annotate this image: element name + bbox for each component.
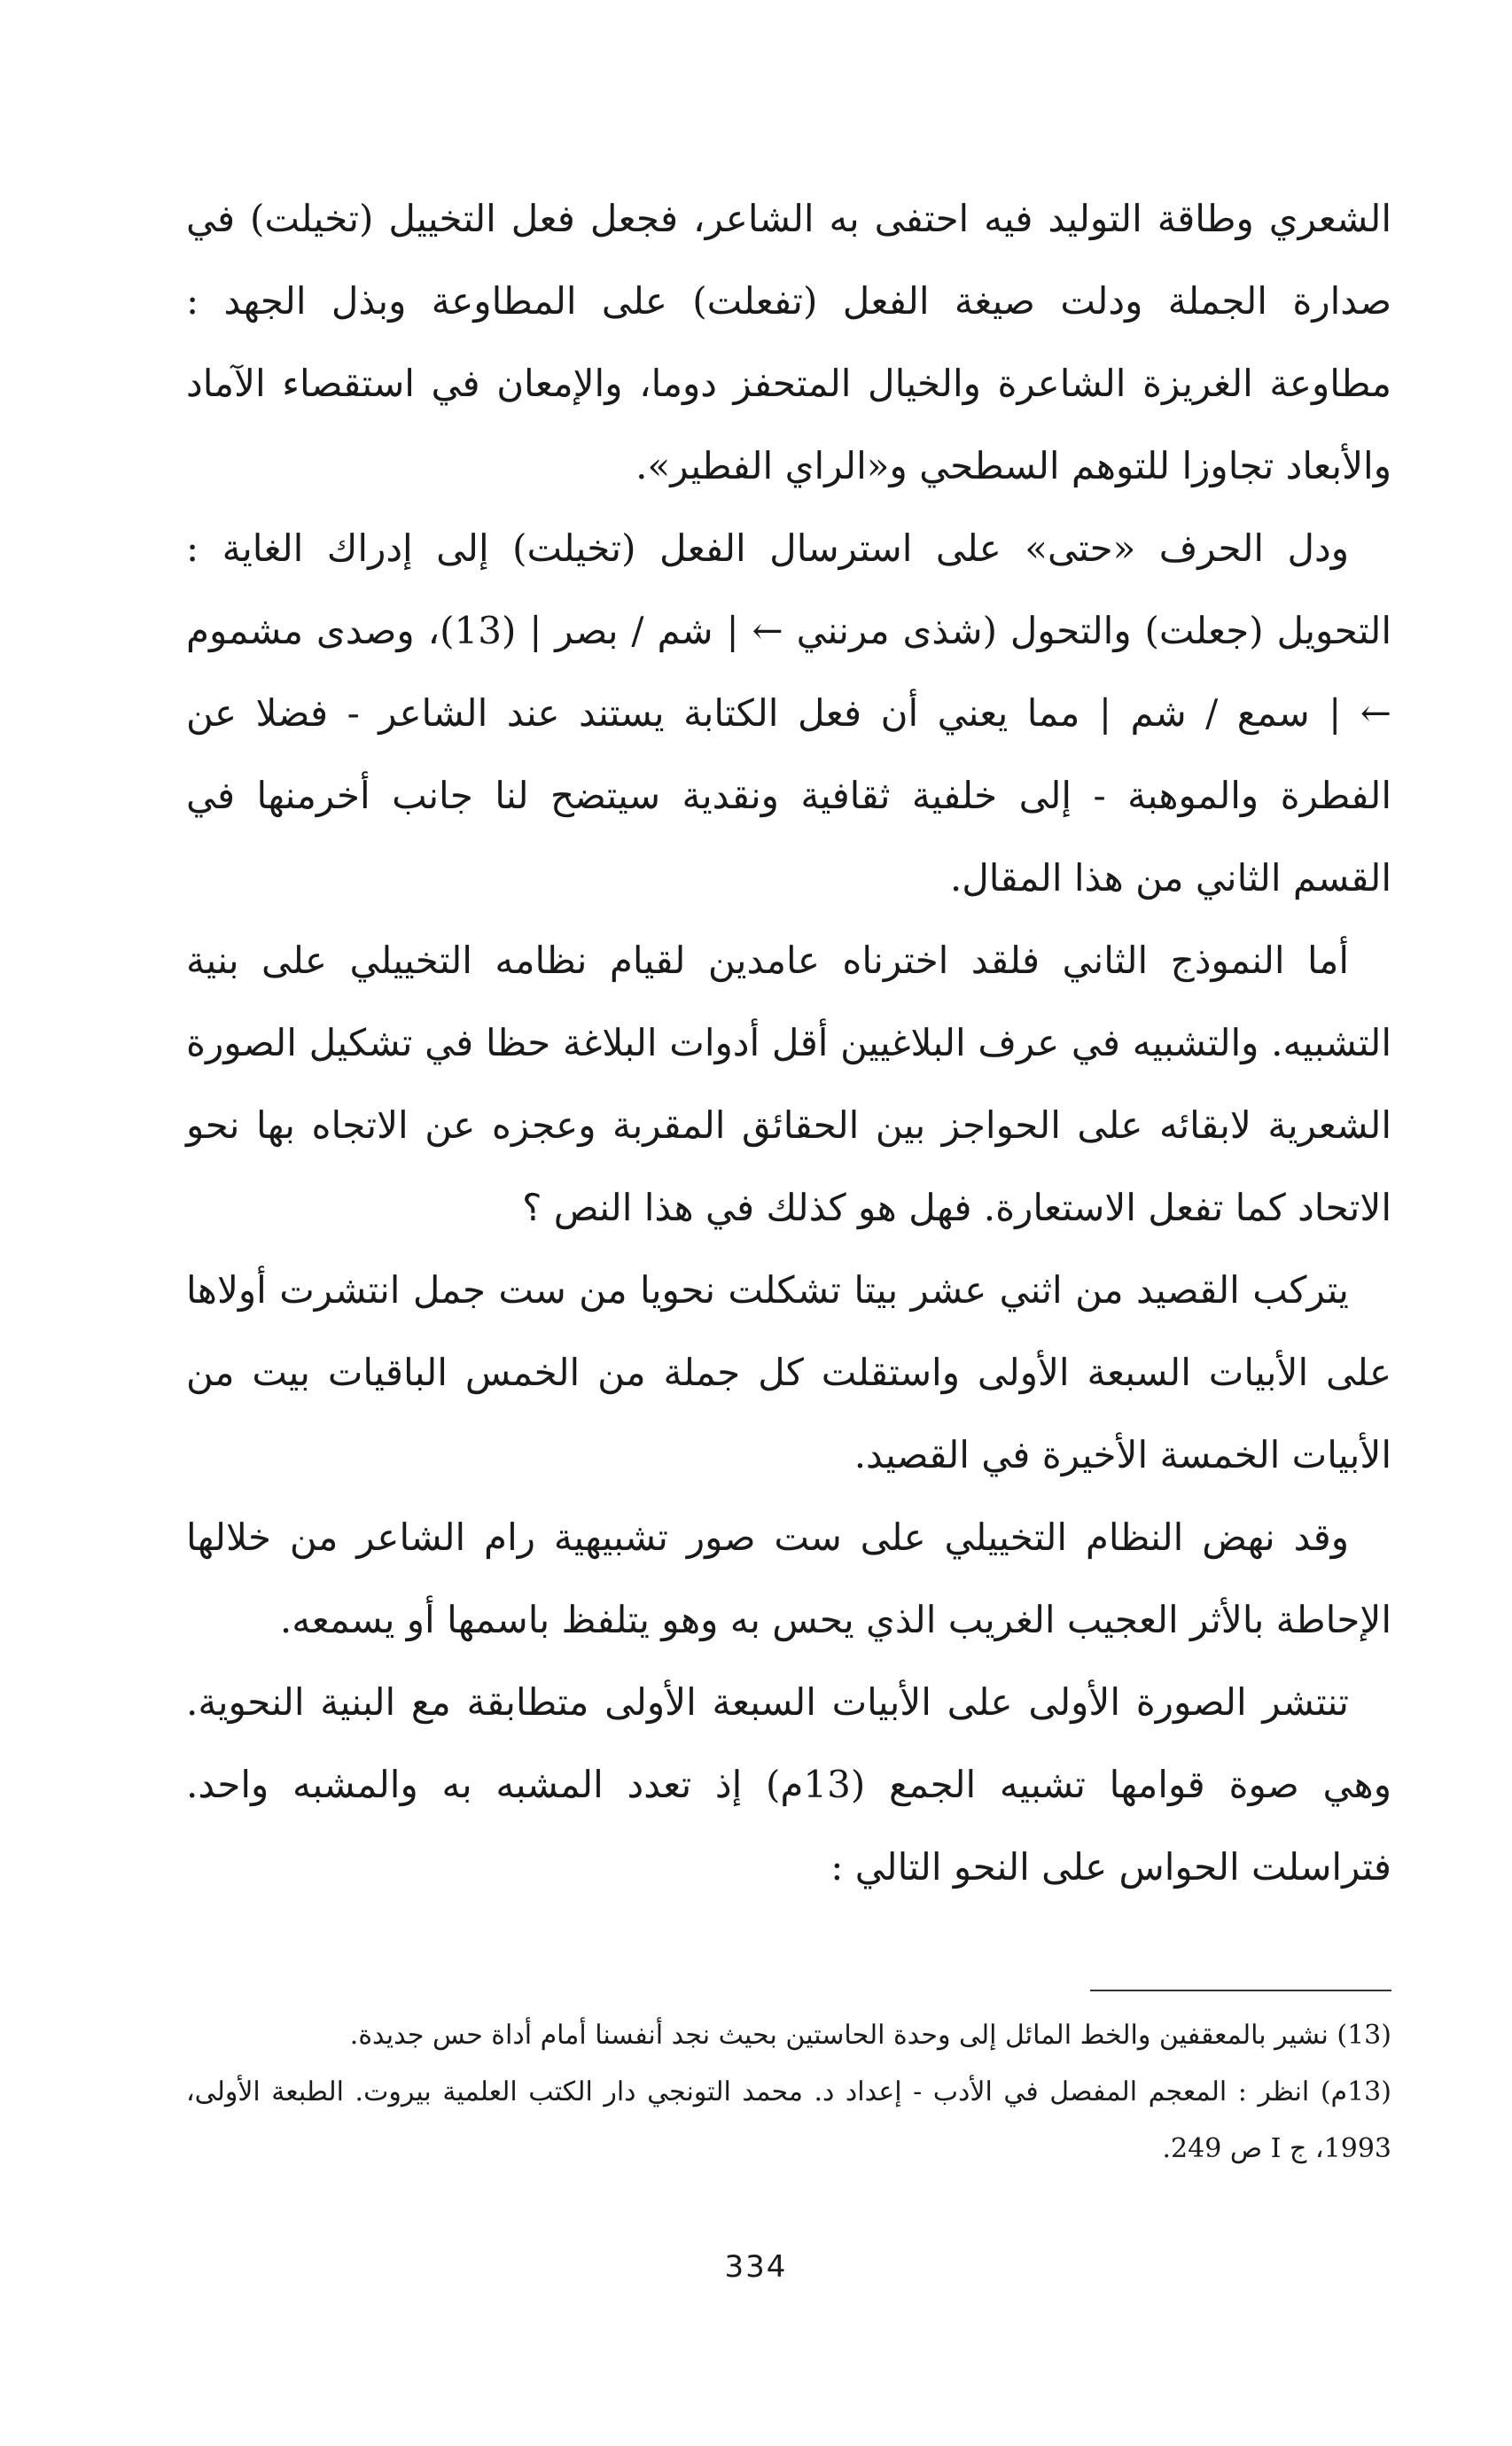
body-text [186, 177, 1391, 1908]
paragraph-6: تنتشر الصورة الأولى على الأبيات السبعة الأولى متطابقة مع البنية النحوية. وهي صوة قوامها تشبيه الجمع (13م) إذ تعدد المشبه به والمشبه واحد. فتراسلت الحواس على النحو التالي : [186, 1680, 1391, 1889]
paragraph-3: أما النموذج الثاني فلقد اخترناه عامدين لقيام نظامه التخييلي على بنية التشبيه. والتشبيه في عرف البلاغيين أقل أدوات البلاغة حظا في تشكيل الصورة الشعرية لابقائه على الحواجز بين الحقائق المقربة وعجزه عن الاتجاه بها نحو الاتحاد كما تفعل الاستعارة. فهل هو كذلك في هذا النص ؟ [186, 939, 1391, 1229]
page-number: 334 [724, 2249, 788, 2285]
paragraph-4: يتركب القصيد من اثني عشر بيتا تشكلت نحويا من ست جمل انتشرت أولاها على الأبيات السبعة الأولى واستقلت كل جملة من الخمس الباقيات بيت من الأبيات الخمسة الأخيرة في القصيد. [186, 1268, 1392, 1476]
footnote-separator [1090, 1990, 1391, 1991]
paragraph-5: وقد نهض النظام التخييلي على ست صور تشبيهية رام الشاعر من خلالها الإحاطة بالأثر العجيب الغريب الذي يحس به وهو يتلفظ باسمها أو يسمعه. [186, 1515, 1391, 1641]
footnote-13: (13) نشير بالمعقفين والخط المائل إلى وحدة الحاستين بحيث نجد أنفسنا أمام أداة حس جديدة. [349, 2020, 1391, 2051]
footnote-13m: (13م) انظر : المعجم المفصل في الأدب - إعداد د. محمد التونجي دار الكتب العلمية بيروت. الطبعة الأولى، 1993، ج I ص 249. [186, 2076, 1391, 2164]
paragraph-1: الشعري وطاقة التوليد فيه احتفى به الشاعر، فجعل فعل التخييل (تخيلت) في صدارة الجملة ودلت صيغة الفعل (تفعلت) على المطاوعة وبذل الجهد : مطاوعة الغريزة الشاعرة والخيال المتحفز دوما، والإمعان في استقصاء الآماد والأبعاد تجاوزا للتوهم السطحي و«الراي الفطير». [186, 197, 1391, 487]
footnotes [186, 2007, 1391, 2177]
paragraph-2: ودل الحرف «حتى» على استرسال الفعل (تخيلت) إلى إدراك الغاية : التحويل (جعلت) والتحول (شذى مرنني ← | شم / بصر | (13)، وصدى مشموم ← | سمع / شم | مما يعني أن فعل الكتابة يستند عند الشاعر - فضلا عن الفطرة والموهبة - إلى خلفية ثقافية ونقدية سيتضح لنا جانب أخرمنها في القسم الثاني من هذا المقال. [186, 526, 1391, 900]
